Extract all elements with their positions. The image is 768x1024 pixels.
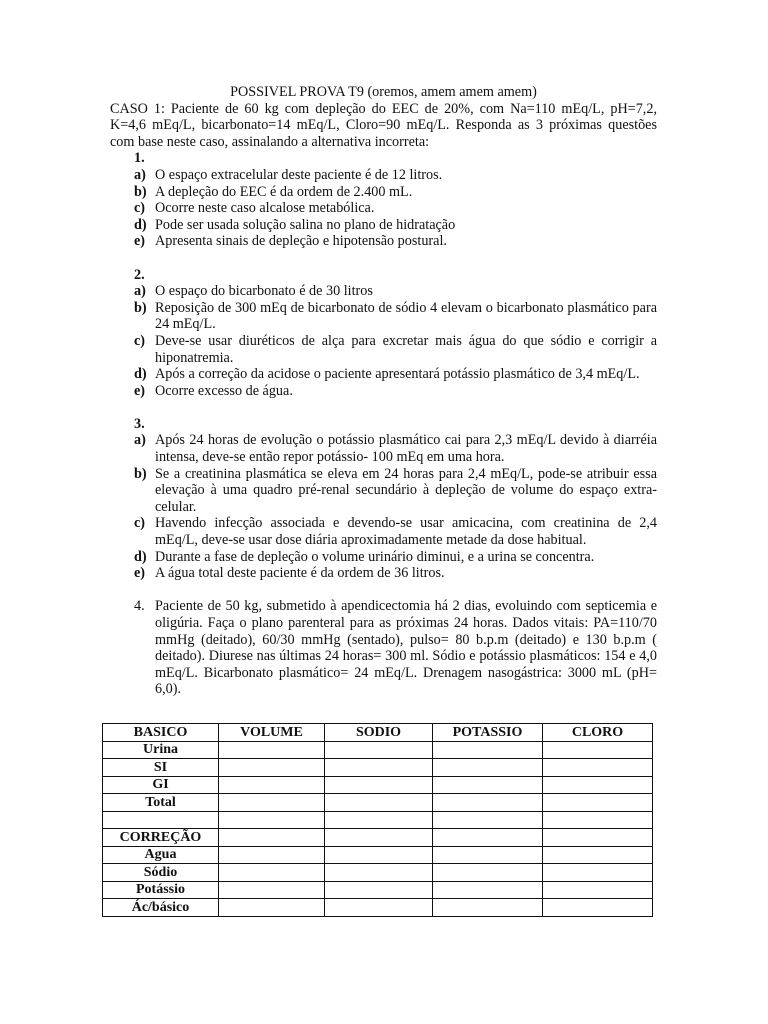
option-label: c) [134,200,146,217]
header-cell: BASICO [103,724,219,742]
table-cell[interactable] [433,829,543,847]
option-text: O espaço extracelular deste paciente é de 12 litros. [155,166,443,183]
answer-option [110,565,657,582]
table-cell[interactable] [433,759,543,777]
document-body [110,84,657,698]
table-cell[interactable] [543,829,653,847]
table-cell[interactable] [219,776,325,794]
table-cell[interactable] [219,811,325,829]
row-label: Sódio [103,864,219,882]
table-cell[interactable] [219,794,325,812]
option-label: a) [134,432,146,449]
table-cell[interactable] [325,846,433,864]
table-cell[interactable] [543,759,653,777]
option-text: Reposição de 300 mEq de bicarbonato de sódio 4 elevam o bicarbonato plasmático para 24 mEq/L. [155,299,657,333]
option-label: e) [134,565,146,582]
table-row [103,741,653,759]
header-cell: POTASSIO [433,724,543,742]
table-cell[interactable] [543,881,653,899]
table-cell[interactable] [543,899,653,917]
option-label: b) [134,465,147,482]
table-cell[interactable] [433,811,543,829]
answer-option [110,333,657,366]
question-1 [110,150,657,250]
option-label: a) [134,283,146,300]
table-cell[interactable] [325,776,433,794]
table-cell[interactable] [433,899,543,917]
table-row [103,899,653,917]
option-text: O espaço do bicarbonato é de 30 litros [155,283,373,300]
table-cell[interactable] [433,776,543,794]
answer-option [110,200,657,217]
table-cell[interactable] [325,794,433,812]
option-label: a) [134,166,146,183]
option-label: d) [134,366,147,383]
row-label: SI [103,759,219,777]
table-cell[interactable] [219,864,325,882]
table-cell[interactable] [543,846,653,864]
question-4-text: Paciente de 50 kg, submetido à apendicectomia há 2 dias, evoluindo com septicemia e oligúria. Faça o plano parenteral para as próximas 24 horas. Dados vitais: PA=110/70 mmHg (deitado), 60/30 mmHg (sentado), pulso= 80 b.p.m (deitado) e 130 b.p.m ( deitado). Diurese nas últimas 24 horas= 300 ml. Sódio e potássio plasmáticos: 154 e 4,0 mEq/L. Bicarbonato plasmático= 24 mEq/L. Drenagem nasogástrica: 3000 mL (pH= 6,0). [155,598,657,698]
question-number: 3. [134,415,145,432]
option-text: Pode ser usada solução salina no plano de hidratação [155,216,456,233]
table-cell[interactable] [325,864,433,882]
table-cell[interactable] [543,864,653,882]
table-cell[interactable] [325,829,433,847]
row-label: Urina [103,741,219,759]
table-cell[interactable] [219,829,325,847]
question-number: 4. [134,598,145,615]
answer-option [110,466,657,516]
table-row [103,881,653,899]
answer-option [110,283,657,300]
row-label: GI [103,776,219,794]
table-row [103,846,653,864]
question-3 [110,416,657,582]
table-row [103,794,653,812]
option-text: Apresenta sinais de depleção e hipotensão postural. [155,233,447,250]
document-title: POSSIVEL PROVA T9 (oremos, amem amem amem) [230,84,537,100]
table-row [103,776,653,794]
case-intro: CASO 1: Paciente de 60 kg com depleção do EEC de 20%, com Na=110 mEq/L, pH=7,2, K=4,6 mEq/L, bicarbonato=14 mEq/L, Cloro=90 mEq/L. Responda as 3 próximas questões com base neste caso, assinalando a alternativa incorreta: [110,100,657,150]
option-text: A depleção do EEC é da ordem de 2.400 mL. [155,183,413,200]
table-cell[interactable] [325,899,433,917]
table-cell[interactable] [543,741,653,759]
table-cell[interactable] [433,846,543,864]
option-text: Após a correção da acidose o paciente apresentará potássio plasmático de 3,4 mEq/L. [155,366,640,383]
table-cell[interactable] [219,899,325,917]
table-row [103,811,653,829]
answer-option [110,167,657,184]
header-cell: VOLUME [219,724,325,742]
row-label [103,811,219,829]
row-label: Ác/básico [103,899,219,917]
table-row [103,864,653,882]
table-cell[interactable] [325,759,433,777]
header-cell: CLORO [543,724,653,742]
answer-option [110,184,657,201]
table-cell[interactable] [219,759,325,777]
table-cell[interactable] [543,794,653,812]
option-text: Durante a fase de depleção o volume urinário diminui, e a urina se concentra. [155,548,595,565]
option-text: Deve-se usar diuréticos de alça para excretar mais água do que sódio e corrigir a hiponatremia. [155,332,657,366]
question-number: 1. [134,150,145,167]
option-text: A água total deste paciente é da ordem de 36 litros. [155,565,445,582]
option-text: Ocorre neste caso alcalose metabólica. [155,200,375,217]
option-label: e) [134,233,146,250]
table-cell[interactable] [433,864,543,882]
fluid-plan-table [102,723,653,917]
table-row [103,759,653,777]
row-label: Total [103,794,219,812]
option-label: d) [134,216,147,233]
table-cell[interactable] [219,741,325,759]
answer-option [110,366,657,383]
option-text: Ocorre excesso de água. [155,382,293,399]
answer-option [110,549,657,566]
table-cell[interactable] [219,881,325,899]
answer-option [110,217,657,234]
option-text: Se a creatinina plasmática se eleva em 24 horas para 2,4 mEq/L, pode-se atribuir essa elevação à uma quadro pré-renal secundário à depleção de volume do espaço extra-celular. [155,465,657,515]
table-cell[interactable] [325,881,433,899]
option-label: c) [134,332,146,349]
option-label: e) [134,382,146,399]
row-label: Potássio [103,881,219,899]
table-cell[interactable] [543,776,653,794]
table-cell[interactable] [325,811,433,829]
header-cell: SODIO [325,724,433,742]
table-header-row [103,724,653,742]
table-cell[interactable] [325,741,433,759]
option-label: c) [134,515,146,532]
row-label: CORREÇÃO [103,829,219,847]
answer-option [110,515,657,548]
option-label: d) [134,548,147,565]
question-4 [110,598,657,698]
option-label: b) [134,183,147,200]
table-cell[interactable] [433,741,543,759]
table-cell[interactable] [543,811,653,829]
option-text: Havendo infecção associada e devendo-se usar amicacina, com creatinina de 2,4 mEq/L, deve-se usar dose diária aproximadamente metade da dose habitual. [155,515,657,549]
table-cell[interactable] [433,881,543,899]
answer-option [110,383,657,400]
spacer [110,399,657,416]
row-label: Agua [103,846,219,864]
answer-option [110,432,657,465]
option-text: Após 24 horas de evolução o potássio plasmático cai para 2,3 mEq/L devido à diarréia intensa, deve-se então repor potássio- 100 mEq em uma hora. [155,432,657,466]
answer-option [110,300,657,333]
spacer [110,250,657,267]
question-2 [110,267,657,400]
answer-option [110,233,657,250]
option-label: b) [134,299,147,316]
question-number: 2. [134,266,145,283]
table-cell[interactable] [433,794,543,812]
table-row [103,829,653,847]
table-cell[interactable] [219,846,325,864]
spacer [110,582,657,599]
